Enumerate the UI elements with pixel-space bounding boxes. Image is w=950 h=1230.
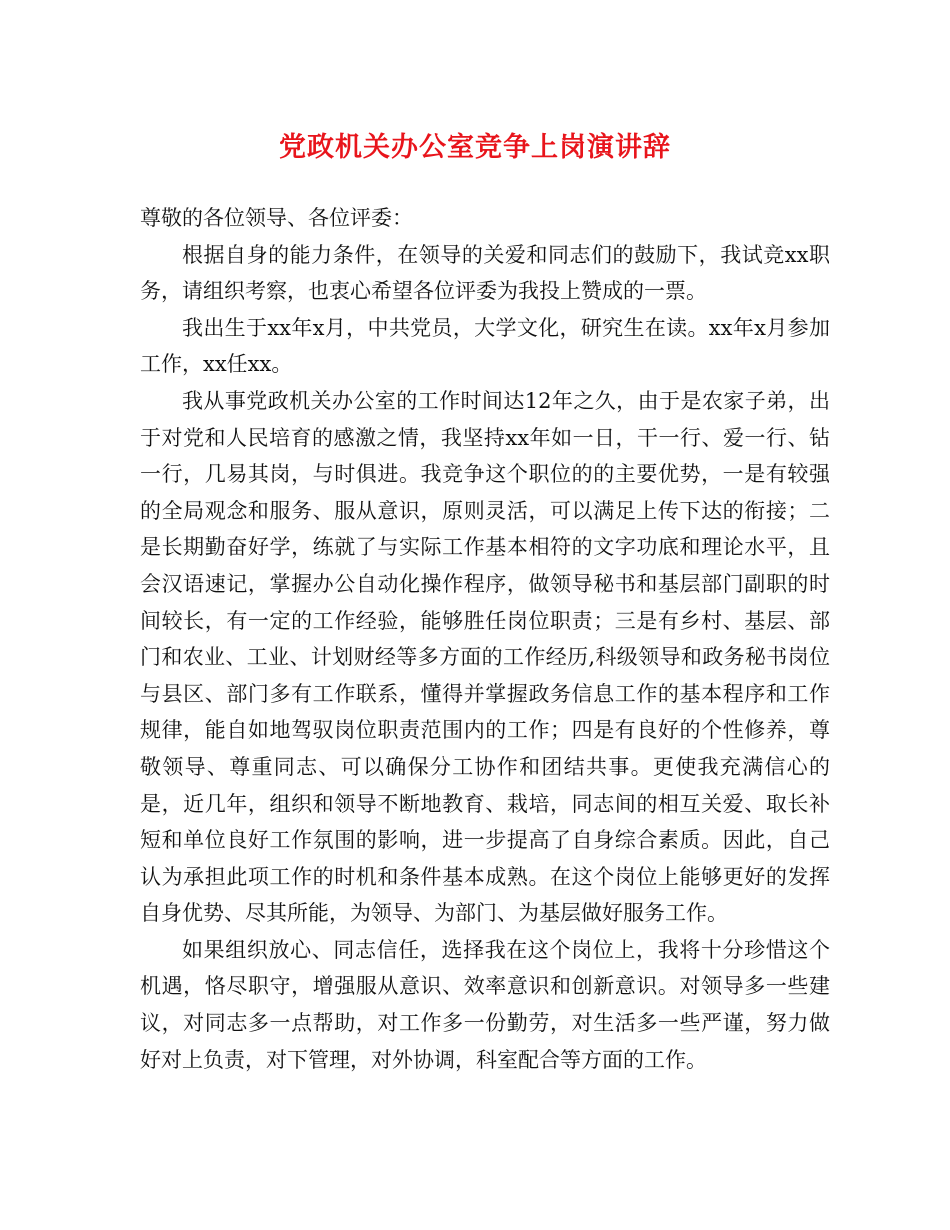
salutation: 尊敬的各位领导、各位评委： — [140, 206, 413, 230]
document-body — [140, 200, 830, 1078]
document-title: 党政机关办公室竞争上岗演讲辞 — [279, 132, 671, 163]
paragraph-background: 我出生于xx年x月，中共党员，大学文化，研究生在读。xx年x月参加工作，xx任xx。 — [140, 315, 830, 377]
paragraph-commitment: 如果组织放心、同志信任，选择我在这个岗位上，我将十分珍惜这个机遇，恪尽职守，增强服从意识、效率意识和创新意识。对领导多一些建议，对同志多一点帮助，对工作多一份勤劳，对生活多一些严谨，努力做好对上负责，对下管理，对外协调，科室配合等方面的工作。 — [140, 937, 830, 1072]
paragraph-application: 根据自身的能力条件，在领导的关爱和同志们的鼓励下，我试竞xx职务，请组织考察，也衷心希望各位评委为我投上赞成的一票。 — [140, 242, 830, 304]
paragraph-advantages: 我从事党政机关办公室的工作时间达12年之久，由于是农家子弟，出于对党和人民培育的感激之情，我坚持xx年如一日，干一行、爱一行、钻一行，几易其岗，与时俱进。我竞争这个职位的的主要优势，一是有较强的全局观念和服务、服从意识，原则灵活，可以满足上传下达的衔接；二是长期勤奋好学，练就了与实际工作基本相符的文字功底和理论水平，且会汉语速记，掌握办公自动化操作程序，做领导秘书和基层部门副职的时间较长，有一定的工作经验，能够胜任岗位职责；三是有乡村、基层、部门和农业、工业、计划财经等多方面的工作经历,科级领导和政务秘书岗位与县区、部门多有工作联系，懂得并掌握政务信息工作的基本程序和工作规律，能自如地驾驭岗位职责范围内的工作；四是有良好的个性修养，尊敬领导、尊重同志、可以确保分工协作和团结共事。更使我充满信心的是，近几年，组织和领导不断地教育、栽培，同志间的相互关爱、取长补短和单位良好工作氛围的影响，进一步提高了自身综合素质。因此，自己认为承担此项工作的时机和条件基本成熟。在这个岗位上能够更好的发挥自身优势、尽其所能，为领导、为部门、为基层做好服务工作。 — [140, 388, 830, 926]
